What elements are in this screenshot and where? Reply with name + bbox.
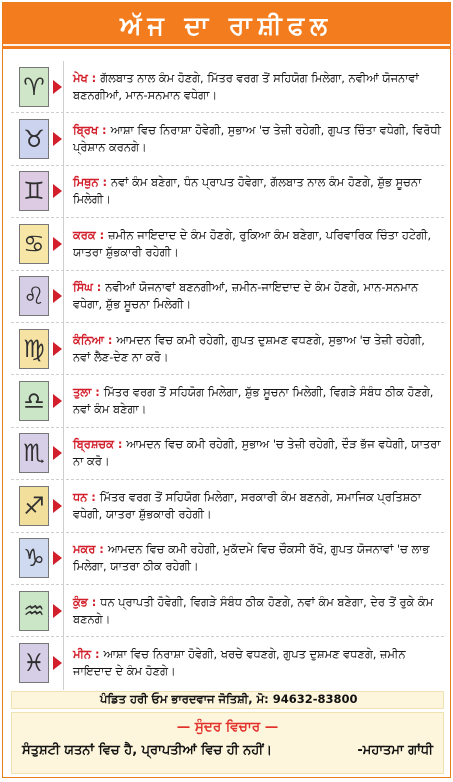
thought-body — [12, 735, 443, 758]
sign-name: ਬ੍ਰਿਸ਼ਚਕ — [73, 437, 114, 452]
sign-name: ਮੇਖ — [73, 70, 88, 85]
sign-row — [11, 585, 444, 637]
sign-prediction: ਆਮਦਨ ਵਿਚ ਕਮੀ ਰਹੇਗੀ, ਮੁਕੱਦਮੇ ਵਿਚ ਚੌਕਸੀ ਰੱਖੋ, ਗੁਪਤ ਯੋਜਨਾਵਾਂ 'ਚ ਲਾਭ ਮਿਲੇਗਾ, ਯਾਤਰਾ ਠੀਕ ਰਹੇਗੀ। — [73, 542, 430, 574]
sign-name: ਕਰਕ — [73, 227, 96, 242]
arrow-right-icon — [53, 132, 62, 146]
sign-text — [73, 218, 442, 269]
zodiac-glyph: ♋ — [23, 229, 45, 258]
sign-separator: : — [98, 175, 112, 190]
sign-name: ਮਿਥੁਨ — [73, 175, 99, 190]
sign-text — [73, 533, 442, 584]
zodiac-icon — [19, 67, 49, 107]
page-title: ਅੱਜ ਦਾ ਰਾਸ਼ੀਫਲ — [120, 11, 333, 40]
sign-separator: : — [95, 542, 108, 557]
sign-prediction: ਨਵਾਂ ਕੰਮ ਬਣੇਗਾ, ਧੰਨ ਪ੍ਰਾਪਤ ਹੋਵੇਗਾ, ਗੱਲਬਾਤ ਨਾਲ ਕੰਮ ਹੋਣਗੇ, ਸ਼ੁੱਭ ਸੂਚਨਾ ਮਿਲੇਗੀ। — [73, 175, 422, 207]
thought-title: — ਸੁੰਦਰ ਵਿਚਾਰ — — [176, 719, 279, 735]
arrow-right-icon — [53, 604, 62, 618]
sign-prediction: ਆਸ਼ਾ ਵਿਚ ਨਿਰਾਸ਼ਾ ਹੋਵੇਗੀ, ਸੁਭਾਅ 'ਚ ਤੇਜ਼ੀ ਰਹੇਗੀ, ਗੁਪਤ ਚਿੰਤਾ ਵਧੇਗੀ, ਵਿਰੋਧੀ ਪ੍ਰੇਸ਼ਾਨ ਕਰਨਗੇ। — [73, 123, 441, 155]
zodiac-glyph: ♎ — [23, 387, 45, 416]
sign-name: ਬ੍ਰਿਖ — [73, 123, 99, 138]
sign-name: ਮੀਨ — [73, 647, 92, 662]
zodiac-glyph: ♐ — [23, 491, 45, 520]
sign-row — [11, 61, 444, 113]
sign-name: ਧਨ — [73, 489, 88, 504]
zodiac-icon — [19, 643, 49, 683]
zodiac-icon — [19, 486, 49, 526]
sign-name: ਕੰਨਿਆ — [73, 332, 104, 347]
divider — [63, 323, 64, 374]
sign-text — [73, 166, 442, 217]
sign-row — [11, 166, 444, 218]
horoscope-list — [11, 61, 444, 690]
arrow-right-icon — [53, 551, 62, 565]
sign-text — [73, 271, 442, 322]
zodiac-icon — [19, 171, 49, 211]
astrologer-credit: ਪੰਡਿਤ ਹਰੀ ਓਮ ਭਾਰਦਵਾਜ ਜੋਤਿਸ਼ੀ, ਮੋ: 94632-83800 — [11, 691, 444, 709]
sign-text — [73, 428, 442, 479]
sign-text — [73, 585, 442, 636]
sign-separator: : — [87, 70, 101, 85]
divider — [63, 637, 64, 689]
divider — [63, 480, 64, 531]
sign-prediction: ਆਮਦਨ ਵਿਚ ਕਮੀ ਰਹੇਗੀ, ਗੁਪਤ ਦੁਸ਼ਮਣ ਵਧਣਗੇ, ਸੁਭਾਅ 'ਚ ਤੇਜ਼ੀ ਰਹੇਗੀ, ਨਵਾਂ ਲੈਣ-ਦੇਣ ਨਾ ਕਰੋ। — [73, 332, 425, 364]
sign-text — [73, 637, 442, 689]
sign-text — [73, 480, 442, 531]
divider — [63, 375, 64, 426]
sign-separator: : — [98, 123, 111, 138]
sign-text — [73, 375, 442, 426]
zodiac-glyph: ♍ — [23, 334, 45, 363]
arrow-right-icon — [53, 499, 62, 513]
sign-name: ਕੁੰਭ — [73, 594, 88, 609]
sign-row — [11, 113, 444, 165]
divider — [63, 113, 64, 164]
sign-prediction: ਗੱਲਬਾਤ ਨਾਲ ਕੰਮ ਹੋਣਗੇ, ਮਿੱਤਰ ਵਰਗ ਤੋਂ ਸਹਿਯੋਗ ਮਿਲੇਗਾ, ਨਵੀਆਂ ਯੋਜਨਾਵਾਂ ਬਣਨਗੀਆਂ, ਮਾਨ-ਸਨਮਾਨ ਵਧੇਗਾ। — [73, 70, 419, 102]
divider — [63, 428, 64, 479]
sign-row — [11, 428, 444, 480]
zodiac-glyph: ♉ — [23, 125, 45, 154]
sign-name: ਮਕਰ — [73, 542, 96, 557]
arrow-right-icon — [53, 80, 62, 94]
divider — [63, 166, 64, 217]
divider — [63, 533, 64, 584]
sign-separator: : — [91, 647, 104, 662]
zodiac-glyph: ♓ — [23, 649, 45, 678]
sign-separator: : — [113, 437, 127, 452]
zodiac-glyph: ♊ — [23, 177, 45, 206]
arrow-right-icon — [53, 446, 62, 460]
sign-prediction: ਨਵੀਆਂ ਯੋਜਨਾਵਾਂ ਬਣਨਗੀਆਂ, ਜ਼ਮੀਨ-ਜਾਇਦਾਦ ਦੇ ਕੰਮ ਹੋਣਗੇ, ਮਾਨ-ਸਨਮਾਨ ਵਧੇਗਾ, ਸ਼ੁੱਭ ਸੂਚਨਾ ਮਿਲੇਗੀ। — [73, 280, 419, 312]
thought-box — [11, 712, 444, 774]
arrow-right-icon — [53, 237, 62, 251]
zodiac-icon — [19, 538, 49, 578]
sign-text — [73, 113, 442, 164]
sign-prediction: ਧਨ ਪ੍ਰਾਪਤੀ ਹੋਵੇਗੀ, ਵਿਗੜੇ ਸੰਬੰਧ ਠੀਕ ਹੋਣਗੇ, ਨਵਾਂ ਕੰਮ ਬਣੇਗਾ, ਦੇਰ ਤੋਂ ਰੁਕੇ ਕੰਮ ਬਣਨਗੇ। — [73, 594, 434, 626]
thought-text: ਸੰਤੁਸ਼ਟੀ ਯਤਨਾਂ ਵਿਚ ਹੈ, ਪ੍ਰਾਪਤੀਆਂ ਵਿਚ ਹੀ ਨਹੀਂ। — [22, 743, 272, 758]
sign-prediction: ਮਿੱਤਰ ਵਰਗ ਤੋਂ ਸਹਿਯੋਗ ਮਿਲੇਗਾ, ਸਰਕਾਰੀ ਕੰਮ ਬਣਨਗੇ, ਸਮਾਜਿਕ ਪ੍ਰਤਿਸ਼ਠਾ ਵਧੇਗੀ, ਯਾਤਰਾ ਸ਼ੁੱਭਕਾਰੀ ਰਹੇਗੀ। — [73, 489, 422, 521]
zodiac-glyph: ♒ — [23, 596, 45, 625]
sign-name: ਤੁਲਾ — [73, 385, 92, 400]
arrow-right-icon — [53, 656, 62, 670]
sign-row — [11, 480, 444, 532]
sign-prediction: ਆਸ਼ਾ ਵਿਚ ਨਿਰਾਸ਼ਾ ਹੋਵੇਗੀ, ਖਰਚੇ ਵਧਣਗੇ, ਗੁਪਤ ਦੁਸ਼ਮਣ ਵਧਣਗੇ, ਜ਼ਮੀਨ ਜਾਇਦਾਦ ਦੇ ਕੰਮ ਹੋਣਗੇ। — [73, 647, 406, 679]
divider — [63, 61, 64, 112]
header-banner — [3, 3, 450, 49]
zodiac-glyph: ♑ — [23, 544, 45, 573]
sign-row — [11, 271, 444, 323]
divider — [63, 585, 64, 636]
sign-prediction: ਆਮਦਨ ਵਿਚ ਕਮੀ ਰਹੇਗੀ, ਸੁਭਾਅ 'ਚ ਤੇਜ਼ੀ ਰਹੇਗੀ, ਦੌੜ ਭੱਜ ਵਧੇਗੀ, ਯਾਤਰਾ ਨਾ ਕਰੋ। — [73, 437, 441, 469]
zodiac-icon — [19, 433, 49, 473]
sign-prediction: ਮਿੱਤਰ ਵਰਗ ਤੋਂ ਸਹਿਯੋਗ ਮਿਲੇਗਾ, ਸ਼ੁੱਭ ਸੂਚਨਾ ਮਿਲੇਗੀ, ਵਿਗੜੇ ਸੰਬੰਧ ਠੀਕ ਹੋਣਗੇ, ਨਵਾਂ ਕੰਮ ਬਣੇਗਾ। — [73, 385, 434, 417]
zodiac-glyph: ♈ — [23, 72, 45, 101]
thought-author: -ਮਹਾਤਮਾ ਗਾਂਧੀ — [357, 743, 433, 758]
sign-name: ਸਿੰਘ — [73, 280, 93, 295]
divider — [63, 218, 64, 269]
sign-separator: : — [91, 385, 104, 400]
sign-row — [11, 375, 444, 427]
sign-separator: : — [95, 227, 109, 242]
divider — [63, 271, 64, 322]
zodiac-icon — [19, 224, 49, 264]
zodiac-glyph: ♏ — [23, 439, 45, 468]
arrow-right-icon — [53, 394, 62, 408]
arrow-right-icon — [53, 342, 62, 356]
zodiac-icon — [19, 381, 49, 421]
sign-separator: : — [92, 280, 106, 295]
sign-separator: : — [103, 332, 117, 347]
arrow-right-icon — [53, 289, 62, 303]
sign-row — [11, 533, 444, 585]
sign-row — [11, 323, 444, 375]
sign-row — [11, 218, 444, 270]
sign-separator: : — [87, 489, 100, 504]
zodiac-icon — [19, 119, 49, 159]
zodiac-glyph: ♌ — [23, 282, 45, 311]
sign-prediction: ਜ਼ਮੀਨ ਜਾਇਦਾਦ ਦੇ ਕੰਮ ਹੋਣਗੇ, ਰੁਕਿਆ ਕੰਮ ਬਣੇਗਾ, ਪਰਿਵਾਰਿਕ ਚਿੰਤਾ ਹਟੇਗੀ, ਯਾਤਰਾ ਸ਼ੁੱਭਕਾਰੀ ਰਹੇਗੀ। — [73, 227, 432, 259]
sign-text — [73, 61, 442, 112]
zodiac-icon — [19, 591, 49, 631]
zodiac-icon — [19, 276, 49, 316]
zodiac-icon — [19, 329, 49, 369]
horoscope-page — [2, 2, 451, 778]
sign-row — [11, 637, 444, 689]
sign-separator: : — [87, 594, 101, 609]
sign-text — [73, 323, 442, 374]
arrow-right-icon — [53, 184, 62, 198]
